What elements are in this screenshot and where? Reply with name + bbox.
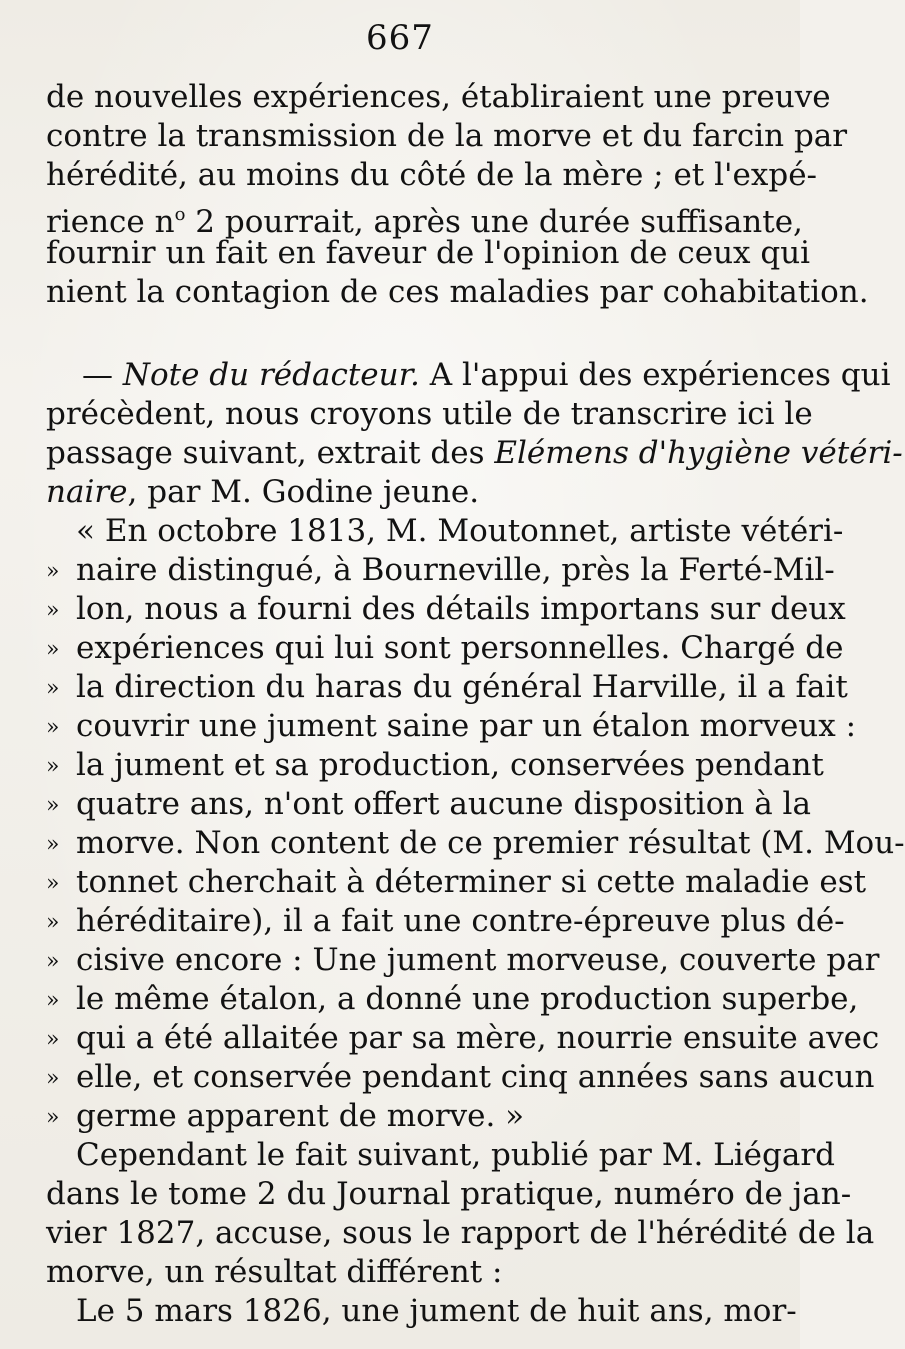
text-fragment: lon, nous a fourni des détails importans sur deux xyxy=(76,591,846,627)
quote-line xyxy=(46,590,846,629)
quote-line xyxy=(46,1019,880,1058)
quote-open: « xyxy=(76,513,95,549)
quote-line xyxy=(46,707,857,746)
quote-mark: » xyxy=(46,676,60,701)
quote-mark: » xyxy=(46,1027,60,1052)
quote-line xyxy=(46,785,811,824)
quote-mark: » xyxy=(46,715,60,740)
book-title-cont: naire xyxy=(46,474,128,510)
note-dash: — xyxy=(82,357,123,393)
text-fragment: tonnet cherchait à déterminer si cette maladie est xyxy=(76,864,867,900)
text-line: morve, un résultat différent : xyxy=(46,1254,503,1290)
paragraph-conclusion xyxy=(46,78,869,312)
text-line: vier 1827, accuse, sous le rapport de l'hérédité de la xyxy=(46,1215,875,1251)
quote-mark: » xyxy=(46,598,60,623)
quote-mark: » xyxy=(46,832,60,857)
text-fragment: expériences qui lui sont personnelles. Chargé de xyxy=(76,630,844,666)
quote-line xyxy=(46,863,867,902)
text-fragment: 2 pourrait, après une durée suffisante, xyxy=(185,204,803,240)
text-line: fournir un fait en faveur de l'opinion de ceux qui xyxy=(46,235,811,271)
text-line xyxy=(46,195,803,240)
text-fragment: , par M. Godine jeune. xyxy=(127,474,480,510)
quote-mark: » xyxy=(46,1105,60,1130)
quote-line xyxy=(46,512,844,551)
page-number: 667 xyxy=(366,18,434,58)
note-line xyxy=(46,473,764,512)
quote-mark: » xyxy=(46,1066,60,1091)
editor-note-section xyxy=(46,356,905,1331)
quote-line xyxy=(46,902,845,941)
text-fragment: héréditaire), il a fait une contre-épreuve plus dé- xyxy=(76,903,845,939)
text-line: de nouvelles expériences, établiraient une preuve xyxy=(46,79,831,115)
quote-line xyxy=(46,551,835,590)
text-line: contre la transmission de la morve et du farcin par xyxy=(46,118,848,154)
quote-mark: » xyxy=(46,988,60,1013)
quote-mark: » xyxy=(46,910,60,935)
quote-mark: » xyxy=(46,793,60,818)
text-fragment: qui a été allaitée par sa mère, nourrie ensuite avec xyxy=(76,1020,880,1056)
quote-line xyxy=(46,941,880,980)
text-fragment: A l'appui des expériences qui xyxy=(419,357,891,393)
text-fragment: cisive encore : Une jument morveuse, couverte par xyxy=(76,942,880,978)
quote-line xyxy=(46,746,824,785)
text-fragment: la jument et sa production, conservées pendant xyxy=(76,747,824,783)
quote-mark: » xyxy=(46,754,60,779)
text-fragment: rience n xyxy=(46,204,175,240)
quote-mark: » xyxy=(46,559,60,584)
book-title: Elémens d'hygiène vétéri- xyxy=(494,435,903,471)
quote-line xyxy=(46,629,844,668)
text-line: Le 5 mars 1826, une jument de huit ans, mor- xyxy=(76,1293,797,1329)
quote-mark: » xyxy=(46,871,60,896)
text-fragment: germe apparent de morve. » xyxy=(76,1098,525,1134)
quote-mark: » xyxy=(46,949,60,974)
note-line: précèdent, nous croyons utile de transcrire ici le xyxy=(46,396,813,432)
text-line: hérédité, au moins du côté de la mère ; et l'expé- xyxy=(46,157,818,193)
quote-mark: » xyxy=(46,637,60,662)
text-line: nient la contagion de ces maladies par cohabitation. xyxy=(46,274,869,310)
text-fragment: En octobre 1813, M. Moutonnet, artiste vétéri- xyxy=(104,513,844,549)
text-fragment: morve. Non content de ce premier résultat (M. Mou- xyxy=(76,825,905,861)
text-fragment: passage suivant, extrait des xyxy=(46,435,495,471)
superscript: o xyxy=(174,204,186,225)
quote-line xyxy=(46,1097,764,1136)
text-line: dans le tome 2 du Journal pratique, numéro de jan- xyxy=(46,1176,852,1212)
text-fragment: quatre ans, n'ont offert aucune disposition à la xyxy=(76,786,811,822)
quote-line xyxy=(46,668,848,707)
quote-line xyxy=(46,824,905,863)
text-fragment: la direction du haras du général Harville, il a fait xyxy=(76,669,848,705)
text-fragment: naire distingué, à Bourneville, près la Ferté-Mil- xyxy=(76,552,835,588)
note-line xyxy=(46,356,891,395)
note-label: Note du rédacteur. xyxy=(122,357,420,393)
text-fragment: elle, et conservée pendant cinq années sans aucun xyxy=(76,1059,875,1095)
text-line: Cependant le fait suivant, publié par M. Liégard xyxy=(76,1137,836,1173)
quote-line xyxy=(46,980,859,1019)
quote-line xyxy=(46,1058,875,1097)
note-line xyxy=(46,434,903,473)
text-fragment: le même étalon, a donné une production superbe, xyxy=(76,981,859,1017)
text-fragment: couvrir une jument saine par un étalon morveux : xyxy=(76,708,857,744)
